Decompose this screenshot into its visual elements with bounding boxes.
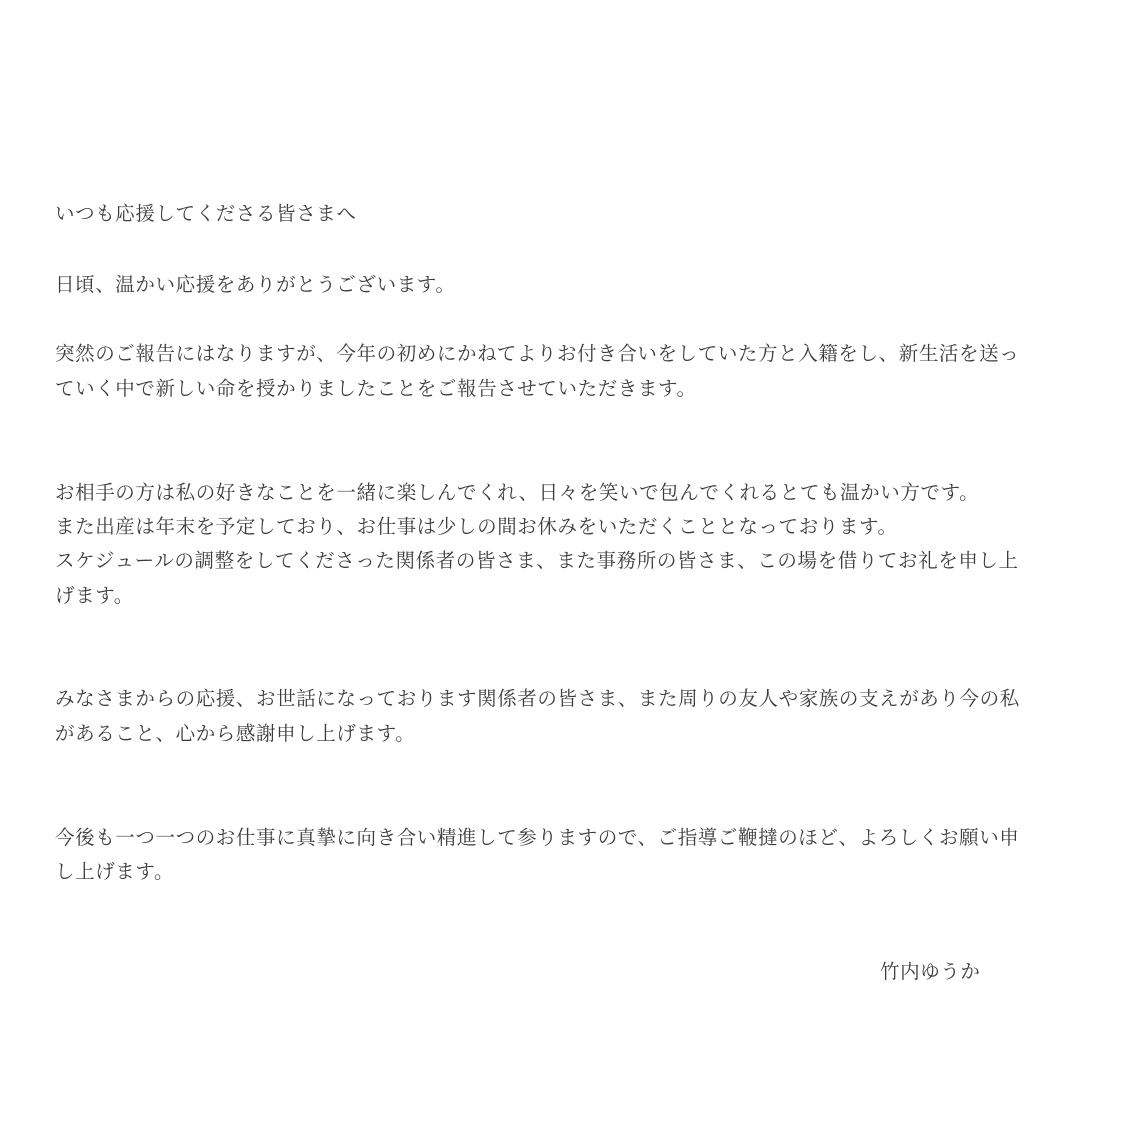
paragraph3-line-2: があること、心から感謝申し上げます。 bbox=[55, 722, 416, 745]
thanks-line: 日頃、温かい応援をありがとうございます。 bbox=[55, 273, 456, 296]
signature: 竹内ゆうか bbox=[880, 960, 981, 983]
paragraph2-line-3: スケジュールの調整をしてくださった関係者の皆さま、また事務所の皆さま、この場を借りてお礼を申し上 bbox=[55, 549, 1019, 572]
paragraph2-line-1: お相手の方は私の好きなことを一緒に楽しんでくれ、日々を笑いで包んでくれるとても温かい方です。 bbox=[55, 481, 980, 504]
greeting-line: いつも応援してくださる皆さまへ bbox=[55, 202, 357, 225]
paragraph1-line-1: 突然のご報告にはなりますが、今年の初めにかねてよりお付き合いをしていた方と入籍をし、新生活を送っ bbox=[55, 342, 1020, 365]
paragraph4-line-2: し上げます。 bbox=[55, 860, 175, 883]
paragraph1-line-2: ていく中で新しい命を授かりましたことをご報告させていただきます。 bbox=[55, 377, 697, 400]
paragraph2-line-2: また出産は年末を予定しており、お仕事は少しの間お休みをいただくこととなっております。 bbox=[55, 515, 898, 538]
paragraph4-line-1: 今後も一つ一つのお仕事に真摯に向き合い精進して参りますので、ご指導ご鞭撻のほど、よろしくお願い申 bbox=[55, 826, 1020, 849]
paragraph2-line-4: げます。 bbox=[55, 584, 134, 607]
paragraph3-line-1: みなさまからの応援、お世話になっております関係者の皆さま、また周りの友人や家族の支えがあり今の私 bbox=[55, 687, 1020, 710]
